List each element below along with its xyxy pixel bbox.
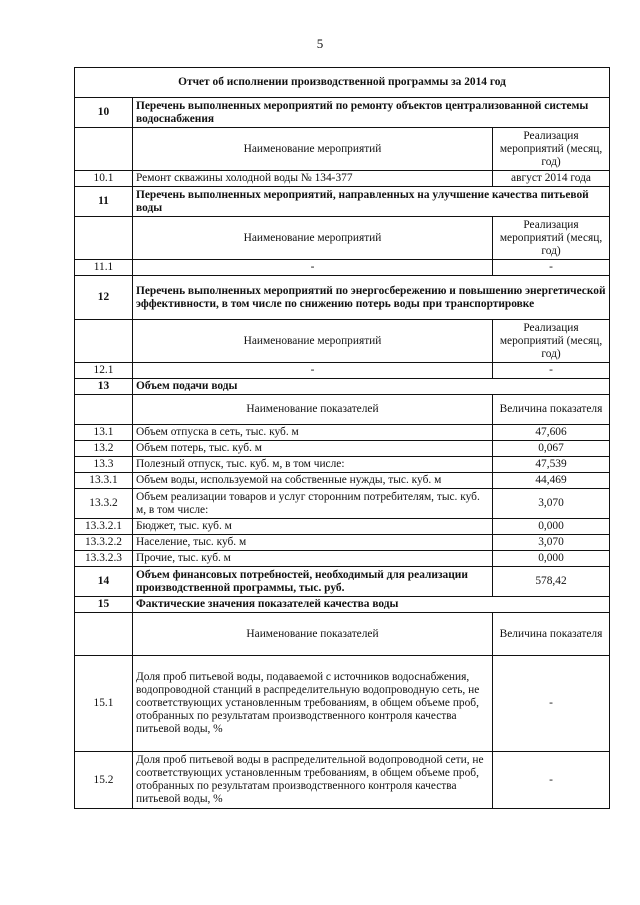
section-number: 10 <box>75 98 133 128</box>
row-name: Доля проб питьевой воды в распределительной водопроводной сети, не соответствующих установленным требованиям, в общем объеме проб, отобранных по результатам производственного контроля качества питьевой воды, % <box>133 752 493 809</box>
row-name: Ремонт скважины холодной воды № 134-377 <box>133 171 493 187</box>
column-header-name: Наименование мероприятий <box>133 320 493 363</box>
row-name: Объем воды, используемой на собственные нужды, тыс. куб. м <box>133 473 493 489</box>
row-number: 13.3 <box>75 457 133 473</box>
row-name: Объем потерь, тыс. куб. м <box>133 441 493 457</box>
column-header-value: Реализация мероприятий (месяц, год) <box>493 320 610 363</box>
row-name: Полезный отпуск, тыс. куб. м, в том числе: <box>133 457 493 473</box>
row-value: 47,539 <box>493 457 610 473</box>
column-header-value: Величина показателя <box>493 613 610 656</box>
row-name: - <box>133 260 493 276</box>
section-header-10 <box>75 98 610 128</box>
row-number: 13.2 <box>75 441 133 457</box>
section-header-12 <box>75 276 610 320</box>
row-name: Доля проб питьевой воды, подаваемой с источников водоснабжения, водопроводной станций в распределительную водопроводную сеть, не соответствующих установленным требованиям, в общем объеме проб, отобранных по результатам производственного контроля качества питьевой воды, % <box>133 656 493 752</box>
row-name: Объем отпуска в сеть, тыс. куб. м <box>133 425 493 441</box>
column-header-name: Наименование показателей <box>133 613 493 656</box>
table-row <box>75 519 610 535</box>
table-row <box>75 752 610 809</box>
column-header-value: Реализация мероприятий (месяц, год) <box>493 128 610 171</box>
column-header-value: Реализация мероприятий (месяц, год) <box>493 217 610 260</box>
report-title-row <box>75 68 610 98</box>
row-name: Бюджет, тыс. куб. м <box>133 519 493 535</box>
row-value: - <box>493 260 610 276</box>
table-row <box>75 457 610 473</box>
section-number: 12 <box>75 276 133 320</box>
section-title: Перечень выполненных мероприятий по ремонту объектов централизованной системы водоснабжения <box>133 98 610 128</box>
section-value: 578,42 <box>493 567 610 597</box>
row-number: 11.1 <box>75 260 133 276</box>
section-header-14 <box>75 567 610 597</box>
row-number: 13.3.2 <box>75 489 133 519</box>
section-header-11 <box>75 187 610 217</box>
row-value: 0,067 <box>493 441 610 457</box>
row-value: август 2014 года <box>493 171 610 187</box>
row-name: - <box>133 363 493 379</box>
column-header-row <box>75 395 610 425</box>
section-title: Объем финансовых потребностей, необходимый для реализации производственной программы, тыс. руб. <box>133 567 493 597</box>
table-row <box>75 473 610 489</box>
table-row <box>75 441 610 457</box>
column-header-row <box>75 320 610 363</box>
section-title: Объем подачи воды <box>133 379 610 395</box>
row-value: 0,000 <box>493 551 610 567</box>
row-value: - <box>493 752 610 809</box>
section-number: 13 <box>75 379 133 395</box>
column-header-name: Наименование мероприятий <box>133 217 493 260</box>
empty-cell <box>75 613 133 656</box>
page-number: 5 <box>316 36 324 51</box>
row-value: - <box>493 363 610 379</box>
column-header-name: Наименование показателей <box>133 395 493 425</box>
table-row <box>75 171 610 187</box>
table-row <box>75 260 610 276</box>
row-number: 13.3.2.2 <box>75 535 133 551</box>
section-number: 14 <box>75 567 133 597</box>
row-name: Объем реализации товаров и услуг сторонним потребителям, тыс. куб. м, в том числе: <box>133 489 493 519</box>
column-header-name: Наименование мероприятий <box>133 128 493 171</box>
section-header-15 <box>75 597 610 613</box>
table-row <box>75 656 610 752</box>
empty-cell <box>75 320 133 363</box>
row-value: - <box>493 656 610 752</box>
row-value: 3,070 <box>493 535 610 551</box>
row-value: 3,070 <box>493 489 610 519</box>
row-number: 15.2 <box>75 752 133 809</box>
row-number: 12.1 <box>75 363 133 379</box>
row-number: 13.1 <box>75 425 133 441</box>
row-number: 10.1 <box>75 171 133 187</box>
table-row <box>75 425 610 441</box>
row-value: 44,469 <box>493 473 610 489</box>
row-number: 13.3.2.3 <box>75 551 133 567</box>
row-number: 13.3.2.1 <box>75 519 133 535</box>
row-number: 15.1 <box>75 656 133 752</box>
section-number: 15 <box>75 597 133 613</box>
row-value: 47,606 <box>493 425 610 441</box>
section-title: Перечень выполненных мероприятий по энергосбережению и повышению энергетической эффективности, в том числе по снижению потерь воды при транспортировке <box>133 276 610 320</box>
empty-cell <box>75 395 133 425</box>
table-row <box>75 363 610 379</box>
column-header-value: Величина показателя <box>493 395 610 425</box>
column-header-row <box>75 613 610 656</box>
report-title: Отчет об исполнении производственной программы за 2014 год <box>75 68 610 98</box>
table-row <box>75 551 610 567</box>
section-number: 11 <box>75 187 133 217</box>
section-title: Фактические значения показателей качества воды <box>133 597 610 613</box>
section-title: Перечень выполненных мероприятий, направленных на улучшение качества питьевой воды <box>133 187 610 217</box>
row-name: Прочие, тыс. куб. м <box>133 551 493 567</box>
empty-cell <box>75 128 133 171</box>
section-header-13 <box>75 379 610 395</box>
column-header-row <box>75 128 610 171</box>
report-table <box>74 67 610 809</box>
row-name: Население, тыс. куб. м <box>133 535 493 551</box>
row-value: 0,000 <box>493 519 610 535</box>
table-row <box>75 535 610 551</box>
column-header-row <box>75 217 610 260</box>
empty-cell <box>75 217 133 260</box>
table-row <box>75 489 610 519</box>
row-number: 13.3.1 <box>75 473 133 489</box>
